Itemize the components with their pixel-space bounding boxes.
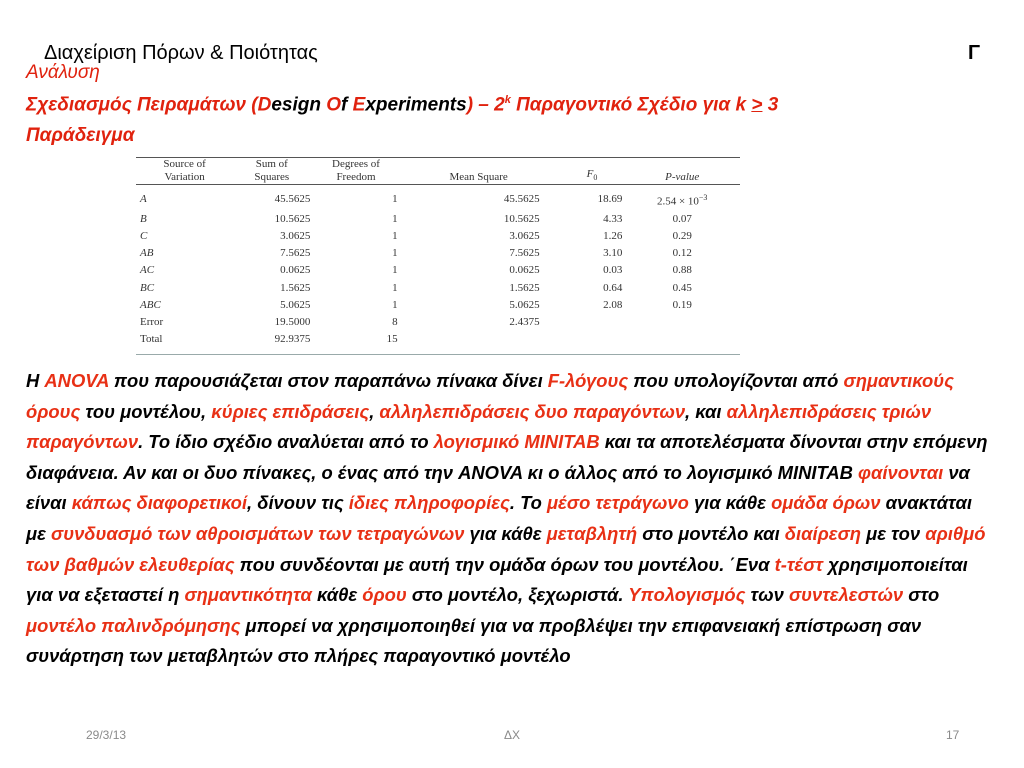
table-cell-ms: 7.5625 <box>509 247 540 260</box>
table-cell-ms: 0.0625 <box>509 264 540 277</box>
table-cell-f0: 4.33 <box>603 212 623 225</box>
table-cell-source: Total <box>140 333 163 346</box>
table-cell-f0 <box>560 314 625 331</box>
col-source: Source of Variation <box>163 158 206 183</box>
paragraph-text: στο μοντέλο και <box>637 522 785 544</box>
table-cell-ss: 1.5625 <box>280 281 311 294</box>
explanation-paragraph <box>26 366 996 672</box>
table-row <box>136 245 740 262</box>
table-row <box>136 331 740 348</box>
col-mean-square: Mean Square <box>449 171 508 183</box>
table-cell-ms: 45.5625 <box>503 193 540 206</box>
highlight-term: ομάδα όρων <box>771 492 881 514</box>
anova-table <box>136 157 740 355</box>
table-cell-f0: 0.03 <box>603 264 623 277</box>
highlight-term: κάπως διαφορετικοί <box>71 492 247 514</box>
paragraph-text: του μοντέλου, <box>80 400 212 422</box>
table-cell-ms: 10.5625 <box>503 212 540 225</box>
table-cell-f0 <box>560 331 625 348</box>
paragraph-text: , <box>369 400 380 422</box>
highlight-term: t-τέστ <box>774 553 823 575</box>
table-cell-df: 15 <box>386 333 398 346</box>
paragraph-text: στο <box>903 584 940 606</box>
table-cell-df: 1 <box>392 212 398 225</box>
table-cell-ss: 10.5625 <box>274 212 311 225</box>
table-cell-p: 0.12 <box>672 247 692 260</box>
table-cell-p <box>624 314 740 331</box>
paragraph-text: . Το ίδιο σχέδιο αναλύεται από το <box>138 431 434 453</box>
table-cell-ss: 0.0625 <box>280 264 311 277</box>
table-cell-f0: 2.08 <box>603 298 623 311</box>
col-f0: $F_0$ <box>586 167 598 182</box>
paragraph-text: στο μοντέλο, ξεχωριστά. <box>406 584 629 606</box>
table-row <box>136 314 740 331</box>
table-cell-p: 0.88 <box>672 264 692 277</box>
paragraph-text: Η <box>26 370 45 391</box>
paragraph-text: των <box>745 584 789 606</box>
paragraph-text: και τα αποτελέσματα δίνονται στην επόμενη διαφάνεια. Αν και οι δυο πίνακες, ο ένας από την ANOVA κι ο άλλος από το λογισμικό MINITAB <box>26 431 988 483</box>
table-cell-source: AC <box>140 264 155 277</box>
paragraph-text: κάθε <box>311 584 363 606</box>
paragraph-text: με τον <box>861 522 926 544</box>
paragraph-text: που υπολογίζονται από <box>628 370 844 391</box>
table-cell-p: 0.07 <box>672 212 692 225</box>
paragraph-text: , δίνουν τις <box>247 492 349 514</box>
highlight-term: μεταβλητή <box>546 522 638 544</box>
table-row <box>136 228 740 245</box>
subtitle-example: Παράδειγμα <box>26 125 135 146</box>
paragraph-text: για κάθε <box>688 492 772 514</box>
table-cell-source: C <box>140 230 148 243</box>
paragraph-text: ανακτάται με <box>26 492 973 544</box>
footer-page-number: 17 <box>946 728 960 742</box>
chapter-label: Γ <box>967 42 980 64</box>
col-sum-squares: Sum of Squares <box>254 158 290 183</box>
paragraph-text: , και <box>685 400 727 422</box>
highlight-term: λογισμικό MINITAB <box>433 431 600 453</box>
paragraph-text: να είναι <box>26 461 970 514</box>
table-cell-f0: 3.10 <box>603 247 623 260</box>
table-cell-source: A <box>140 193 147 206</box>
highlight-term: αριθμό των βαθμών ελευθερίας <box>26 522 986 575</box>
table-cell-source: BC <box>140 281 155 294</box>
highlight-term: ίδιες πληροφορίες <box>348 492 510 514</box>
table-cell-ms: 5.0625 <box>509 298 540 311</box>
table-row <box>136 262 740 279</box>
highlight-term: αλληλεπιδράσεις δυο παραγόντων <box>379 400 686 422</box>
paragraph-text: που συνδέονται με αυτή την ομάδα όρων του μοντέλου. ΄Ενα <box>234 553 775 575</box>
paragraph-text: για κάθε <box>464 522 547 544</box>
highlight-term: φαίνονται <box>858 461 944 483</box>
footer-date: 29/3/13 <box>86 728 127 742</box>
highlight-term: σημαντικούς όρους <box>26 370 954 422</box>
footer-author: ΔΧ <box>504 728 521 742</box>
table-cell-df: 1 <box>392 264 398 277</box>
table-cell-f0: 1.26 <box>603 230 623 243</box>
table-cell-p: 0.29 <box>672 230 692 243</box>
table-cell-source: Error <box>140 316 164 329</box>
highlight-term: ANOVA <box>44 370 109 391</box>
table-cell-source: AB <box>140 247 154 260</box>
highlight-term: όρου <box>362 584 407 606</box>
paragraph-text: χρησιμοποιείται για να εξεταστεί η <box>26 553 968 606</box>
table-row <box>136 280 740 297</box>
table-cell-df: 1 <box>392 281 398 294</box>
col-degrees-freedom: Degrees of Freedom <box>332 158 380 183</box>
header-title: Διαχείριση Πόρων & Ποιότητας <box>44 42 318 64</box>
table-cell-ss: 45.5625 <box>274 193 311 206</box>
col-p-value: P-value <box>665 171 700 183</box>
table-cell-source: B <box>140 212 147 225</box>
table-cell-ss: 3.0625 <box>280 230 311 243</box>
highlight-term: συντελεστών <box>788 584 904 606</box>
highlight-term: συνδυασμό των αθροισμάτων των τετραγώνων <box>51 522 465 544</box>
table-cell-ms <box>416 331 560 348</box>
subtitle-design-of-experiments: Σχεδιασμός Πειραμάτων (Design Of Experiments) – 2$^k$ Παραγοντικό Σχέδιο για k > 3 <box>26 94 779 116</box>
table-cell-f0: 0.64 <box>603 281 623 294</box>
table-cell-df: 1 <box>392 230 398 243</box>
table-cell-df: 1 <box>392 247 398 260</box>
table-cell-p: $2.54 \times 10^{-3}$ <box>656 193 708 208</box>
table-cell-p <box>624 331 740 348</box>
highlight-term: Υπολογισμός <box>628 584 746 606</box>
paragraph-text: . Το <box>509 492 547 514</box>
highlight-term: F-λόγους <box>547 370 629 391</box>
table-cell-df: 8 <box>392 316 398 329</box>
highlight-term: κύριες επιδράσεις <box>211 400 370 422</box>
table-cell-ss: 7.5625 <box>280 247 311 260</box>
table-cell-p: 0.45 <box>672 281 692 294</box>
table-row <box>136 185 740 211</box>
table-cell-ss: 5.0625 <box>280 298 311 311</box>
table-cell-ms: 2.4375 <box>509 316 540 329</box>
table-cell-f0: 18.69 <box>597 193 623 206</box>
table-cell-ss: 92.9375 <box>274 333 311 346</box>
subtitle-analysis: Ανάλυση <box>26 62 100 83</box>
highlight-term: μοντέλο παλινδρόμησης <box>26 614 241 636</box>
table-row <box>136 297 740 314</box>
table-cell-p: 0.19 <box>672 298 692 311</box>
paragraph-text: που παρουσιάζεται στον παραπάνω πίνακα δίνει <box>108 370 548 391</box>
table-cell-ss: 19.5000 <box>274 316 311 329</box>
table-header-row <box>136 158 740 185</box>
table-row <box>136 211 740 228</box>
table-cell-ms: 3.0625 <box>509 230 540 243</box>
table-cell-df: 1 <box>392 193 398 206</box>
table-cell-df: 1 <box>392 298 398 311</box>
paragraph-text: μπορεί να χρησιμοποιηθεί για να προβλέψει την επιφανειακή επίστρωση σαν συνάρτηση των μεταβλητών στο πλήρες παραγοντικό μοντέλο <box>26 614 922 667</box>
table-cell-source: ABC <box>140 298 161 311</box>
highlight-term: αλληλεπιδράσεις τριών παραγόντων <box>26 400 932 453</box>
highlight-term: σημαντικότητα <box>184 584 312 606</box>
highlight-term: μέσο τετράγωνο <box>546 492 689 514</box>
highlight-term: διαίρεση <box>784 522 862 544</box>
table-cell-ms: 1.5625 <box>509 281 540 294</box>
